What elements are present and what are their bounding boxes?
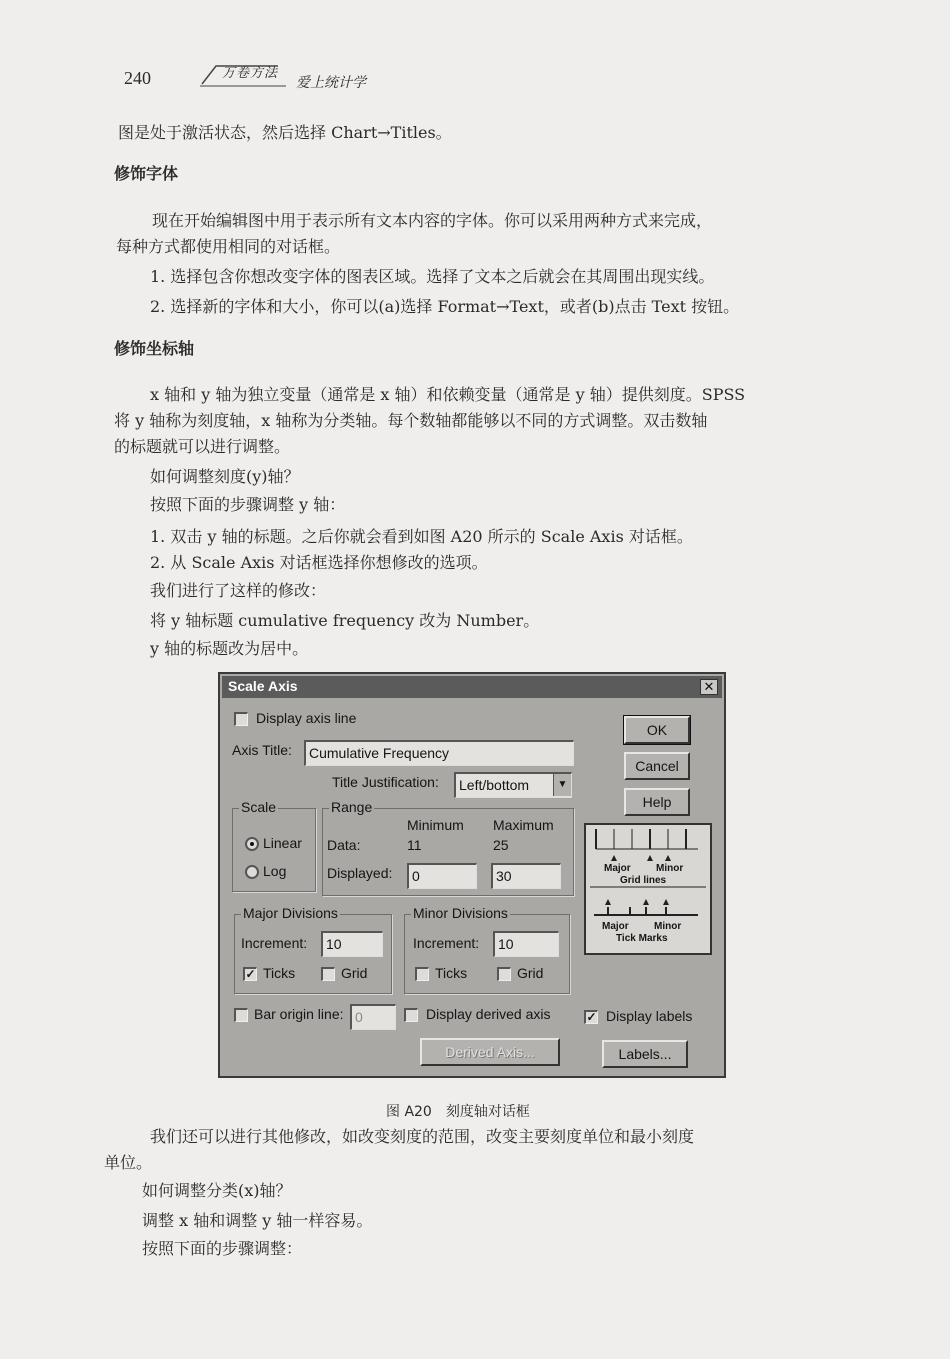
paragraph: 如何调整分类(x)轴？ [142,1181,292,1200]
axis-title-label: Axis Title: [232,742,292,758]
running-head-title: 爱上统计学 [296,75,366,91]
derived-axis-button[interactable]: Derived Axis... [420,1038,560,1066]
display-labels-label: Display labels [606,1008,693,1024]
display-derived-axis-label: Display derived axis [426,1006,551,1022]
paragraph: 单位。 [104,1153,153,1172]
preview-major-label: Major [604,863,631,874]
data-label: Data: [327,837,361,853]
title-justification-value: Left/bottom [459,777,530,793]
major-divisions-label: Major Divisions [243,905,338,921]
page-number: 240 [124,68,151,88]
displayed-minimum-input[interactable]: 0 [407,863,477,889]
dialog-titlebar [222,676,722,698]
scale-group-label: Scale [241,799,277,815]
range-group-label: Range [331,799,373,815]
display-labels-checkbox[interactable]: ✓ [584,1010,598,1024]
range-group [322,799,574,896]
major-increment-label: Increment: [241,935,308,951]
axis-preview [584,823,712,955]
display-axis-line-label: Display axis line [256,710,357,726]
minor-divisions-label: Minor Divisions [413,905,508,921]
minor-ticks-checkbox[interactable] [415,967,429,981]
list-item: 1. 选择包含你想改变字体的图表区域。选择了文本之后就会在其周围出现实线。 [150,267,715,286]
bar-origin-label: Bar origin line: [254,1006,344,1022]
section-heading: 修饰坐标轴 [114,339,195,358]
displayed-label: Displayed: [327,865,393,881]
cancel-button[interactable]: Cancel [624,752,690,780]
linear-radio[interactable] [245,837,259,851]
dialog-title: Scale Axis [228,678,298,694]
series-logo [198,60,288,90]
labels-button[interactable]: Labels... [602,1040,688,1068]
preview-grid-lines-label: Grid lines [620,875,667,886]
series-logo-text: 万卷方法 [222,65,279,80]
paragraph: 调整 x 轴和调整 y 轴一样容易。 [142,1211,373,1230]
minor-increment-label: Increment: [413,935,480,951]
data-maximum: 25 [493,837,509,853]
bar-origin-checkbox[interactable] [234,1008,248,1022]
paragraph: 现在开始编辑图中用于表示所有文本内容的字体。你可以采用两种方式来完成， [152,211,713,230]
title-justification-select[interactable] [454,772,572,798]
data-minimum: 11 [407,837,422,853]
paragraph: y 轴的标题改为居中。 [150,639,309,658]
minor-ticks-label: Ticks [435,965,468,981]
major-grid-checkbox[interactable] [321,967,335,981]
figure-caption: 图 A20 刻度轴对话框 [386,1104,530,1120]
title-justification-label: Title Justification: [332,774,439,790]
help-button[interactable]: Help [624,788,690,816]
paragraph: 每种方式都使用相同的对话框。 [116,237,341,256]
preview-minor-label: Minor [654,921,682,932]
log-radio[interactable] [245,865,259,879]
minor-grid-checkbox[interactable] [497,967,511,981]
display-axis-line-checkbox[interactable] [234,712,248,726]
major-divisions-group [234,905,392,994]
scale-axis-dialog [218,672,726,1078]
log-label: Log [263,863,287,879]
section-heading: 修饰字体 [114,164,179,183]
list-item: 2. 从 Scale Axis 对话框选择你想修改的选项。 [150,553,488,572]
ok-button[interactable]: OK [624,716,690,744]
list-item: 1. 双击 y 轴的标题。之后你就会看到如图 A20 所示的 Scale Axis 对话框。 [150,527,693,546]
list-item: 2. 选择新的字体和大小，你可以(a)选择 Format→Text，或者(b)点击 Text 按钮。 [150,297,740,316]
display-derived-axis-checkbox[interactable] [404,1008,418,1022]
preview-minor-label: Minor [656,863,684,874]
minimum-header: Minimum [407,817,464,833]
minor-increment-input[interactable]: 10 [493,931,559,957]
displayed-maximum-input[interactable]: 30 [491,863,561,889]
paragraph: 如何调整刻度(y)轴？ [150,467,300,486]
paragraph: 图是处于激活状态，然后选择 Chart→Titles。 [118,123,452,142]
close-icon[interactable]: ✕ [700,679,718,695]
paragraph: 按照下面的步骤调整： [142,1239,303,1258]
major-ticks-checkbox[interactable]: ✓ [243,967,257,981]
paragraph: 的标题就可以进行调整。 [114,437,291,456]
axis-title-input[interactable]: Cumulative Frequency [304,740,574,766]
paragraph: 我们还可以进行其他修改，如改变刻度的范围，改变主要刻度单位和最小刻度 [150,1127,695,1146]
paragraph: 将 y 轴标题 cumulative frequency 改为 Number。 [150,611,540,630]
preview-major-label: Major [602,921,629,932]
minor-divisions-group [404,905,570,994]
major-increment-input[interactable]: 10 [321,931,383,957]
chevron-down-icon[interactable]: ▼ [553,774,571,796]
paragraph: 我们进行了这样的修改： [150,581,327,600]
bar-origin-input[interactable]: 0 [350,1004,396,1030]
scale-group [232,799,316,892]
minor-grid-label: Grid [517,965,544,981]
maximum-header: Maximum [493,817,554,833]
paragraph: 将 y 轴称为刻度轴，x 轴称为分类轴。每个数轴都能够以不同的方式调整。双击数轴 [114,411,708,430]
major-grid-label: Grid [341,965,368,981]
linear-label: Linear [263,835,302,851]
paragraph: 按照下面的步骤调整 y 轴： [150,495,346,514]
paragraph: x 轴和 y 轴为独立变量（通常是 x 轴）和依赖变量（通常是 y 轴）提供刻度。SPSS [150,385,746,404]
preview-tick-marks-label: Tick Marks [616,933,668,944]
major-ticks-label: Ticks [263,965,296,981]
